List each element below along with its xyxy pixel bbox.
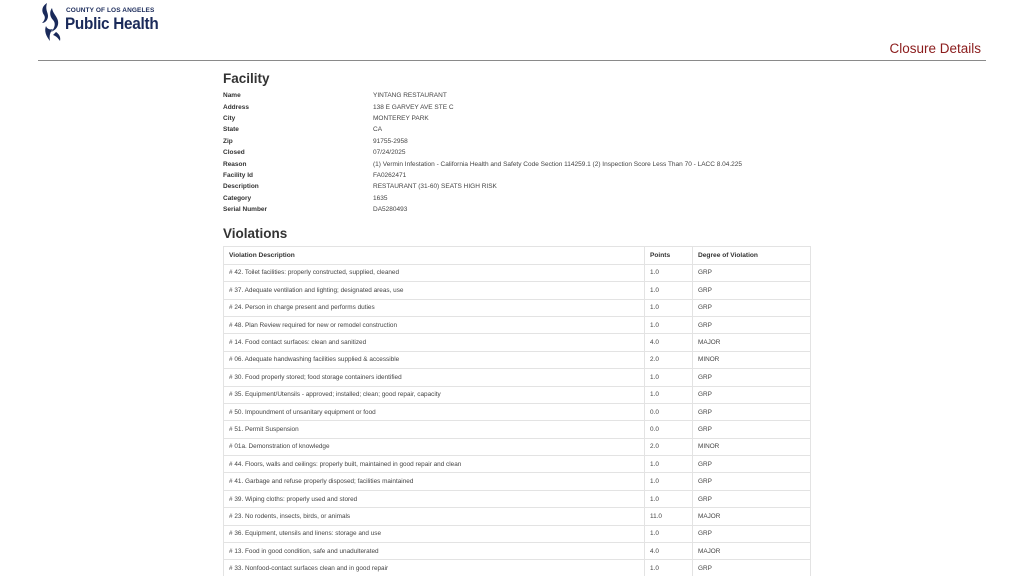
violations-table bbox=[223, 246, 811, 576]
violation-degree-cell: GRP bbox=[693, 282, 811, 299]
violation-description-cell: # 01a. Demonstration of knowledge bbox=[224, 438, 645, 455]
violation-description-cell: # 14. Food contact surfaces: clean and sanitized bbox=[224, 334, 645, 351]
violation-degree-cell: GRP bbox=[693, 369, 811, 386]
facility-field-label: Reason bbox=[223, 160, 247, 168]
facility-field-label: Address bbox=[223, 103, 250, 111]
violation-row bbox=[224, 299, 811, 316]
violation-description-cell: # 24. Person in charge present and performs duties bbox=[224, 299, 645, 316]
facility-section-title: Facility bbox=[223, 71, 270, 86]
facility-field-row bbox=[223, 147, 742, 158]
violation-row bbox=[224, 473, 811, 490]
facility-field-value: MONTEREY PARK bbox=[373, 114, 429, 122]
violation-points-cell: 1.0 bbox=[645, 473, 693, 490]
violation-degree-cell: GRP bbox=[693, 264, 811, 281]
violation-points-cell: 1.0 bbox=[645, 456, 693, 473]
violation-points-cell: 1.0 bbox=[645, 369, 693, 386]
violation-description-cell: # 44. Floors, walls and ceilings: properly built, maintained in good repair and clean bbox=[224, 456, 645, 473]
violation-description-cell: # 36. Equipment, utensils and linens: storage and use bbox=[224, 525, 645, 542]
violation-description-cell: # 35. Equipment/Utensils - approved; installed; clean; good repair, capacity bbox=[224, 386, 645, 403]
violation-row bbox=[224, 456, 811, 473]
facility-field-label: Name bbox=[223, 92, 241, 100]
facility-field-value: CA bbox=[373, 126, 383, 134]
violation-description-cell: # 30. Food properly stored; food storage containers identified bbox=[224, 369, 645, 386]
facility-field-row bbox=[223, 113, 742, 124]
violation-degree-cell: MAJOR bbox=[693, 508, 811, 525]
facility-field-value: 91755-2958 bbox=[373, 137, 408, 145]
violation-points-cell: 4.0 bbox=[645, 543, 693, 560]
violation-points-cell: 1.0 bbox=[645, 490, 693, 507]
facility-field-value: YINTANG RESTAURANT bbox=[373, 92, 447, 100]
facility-field-label: Zip bbox=[223, 137, 233, 145]
violation-row bbox=[224, 508, 811, 525]
violation-row bbox=[224, 421, 811, 438]
violation-description-cell: # 13. Food in good condition, safe and unadulterated bbox=[224, 543, 645, 560]
violation-degree-cell: GRP bbox=[693, 456, 811, 473]
violation-description-cell: # 50. Impoundment of unsanitary equipment or food bbox=[224, 403, 645, 420]
facility-field-value: 1635 bbox=[373, 194, 388, 202]
violation-degree-cell: GRP bbox=[693, 473, 811, 490]
violation-points-cell: 2.0 bbox=[645, 438, 693, 455]
county-emblem-icon bbox=[38, 2, 64, 42]
violation-description-cell: # 42. Toilet facilities: properly constructed, supplied, cleaned bbox=[224, 264, 645, 281]
facility-field-row bbox=[223, 193, 742, 204]
facility-field-value: FA0262471 bbox=[373, 171, 407, 179]
violation-description-cell: # 41. Garbage and refuse properly disposed; facilities maintained bbox=[224, 473, 645, 490]
violation-degree-cell: GRP bbox=[693, 386, 811, 403]
violation-row bbox=[224, 351, 811, 368]
violations-section-title: Violations bbox=[223, 226, 288, 242]
violation-row bbox=[224, 369, 811, 386]
violation-degree-cell: MINOR bbox=[693, 438, 811, 455]
facility-field-row bbox=[223, 204, 742, 215]
facility-details-table bbox=[223, 90, 742, 215]
facility-field-row bbox=[223, 101, 742, 112]
violation-points-cell: 1.0 bbox=[645, 386, 693, 403]
violation-degree-cell: MINOR bbox=[693, 351, 811, 368]
main-content bbox=[223, 70, 823, 576]
logo-public-health-text: Public Health bbox=[65, 14, 159, 33]
public-health-logo[interactable] bbox=[38, 2, 168, 42]
violation-row bbox=[224, 438, 811, 455]
facility-field-value: RESTAURANT (31-60) SEATS HIGH RISK bbox=[373, 183, 497, 191]
violation-points-cell: 0.0 bbox=[645, 421, 693, 438]
violation-row bbox=[224, 490, 811, 507]
page-heading: Closure Details bbox=[889, 41, 981, 56]
facility-field-label: Category bbox=[223, 194, 252, 202]
violation-degree-cell: MAJOR bbox=[693, 543, 811, 560]
violation-degree-cell: GRP bbox=[693, 403, 811, 420]
violation-points-cell: 11.0 bbox=[645, 508, 693, 525]
facility-field-value: 07/24/2025 bbox=[373, 149, 406, 157]
violation-row bbox=[224, 264, 811, 281]
violation-description-cell: # 23. No rodents, insects, birds, or animals bbox=[224, 508, 645, 525]
violation-points-cell: 1.0 bbox=[645, 316, 693, 333]
violation-row bbox=[224, 334, 811, 351]
violation-points-cell: 1.0 bbox=[645, 282, 693, 299]
violation-points-cell: 4.0 bbox=[645, 334, 693, 351]
violation-row bbox=[224, 560, 811, 576]
violation-points-cell: 1.0 bbox=[645, 299, 693, 316]
violation-row bbox=[224, 525, 811, 542]
violation-points-cell: 0.0 bbox=[645, 403, 693, 420]
column-header-points: Points bbox=[645, 247, 693, 265]
violation-description-cell: # 51. Permit Suspension bbox=[224, 421, 645, 438]
violation-row bbox=[224, 543, 811, 560]
logo-county-text: COUNTY OF LOS ANGELES bbox=[66, 7, 155, 14]
facility-field-value: (1) Vermin Infestation - California Health and Safety Code Section 114259.1 (2) Inspection Score Less Than 70 - LACC 8.04.225 bbox=[373, 160, 743, 168]
violation-row bbox=[224, 403, 811, 420]
facility-field-label: State bbox=[223, 126, 239, 134]
violation-points-cell: 1.0 bbox=[645, 560, 693, 576]
facility-field-label: Closed bbox=[223, 149, 245, 157]
column-header-description: Violation Description bbox=[224, 247, 645, 265]
violation-row bbox=[224, 386, 811, 403]
facility-field-label: City bbox=[223, 114, 236, 122]
facility-field-label: Serial Number bbox=[223, 206, 268, 214]
violation-description-cell: # 39. Wiping cloths: properly used and stored bbox=[224, 490, 645, 507]
facility-field-row bbox=[223, 124, 742, 135]
facility-field-row bbox=[223, 136, 742, 147]
violation-degree-cell: GRP bbox=[693, 490, 811, 507]
facility-field-row bbox=[223, 90, 742, 101]
violation-degree-cell: GRP bbox=[693, 525, 811, 542]
violation-description-cell: # 06. Adequate handwashing facilities supplied & accessible bbox=[224, 351, 645, 368]
violation-degree-cell: GRP bbox=[693, 299, 811, 316]
facility-field-value: DA5280493 bbox=[373, 206, 408, 214]
facility-field-row bbox=[223, 181, 742, 192]
facility-field-label: Facility Id bbox=[223, 171, 253, 179]
violation-points-cell: 2.0 bbox=[645, 351, 693, 368]
violation-description-cell: # 33. Nonfood-contact surfaces clean and in good repair bbox=[224, 560, 645, 576]
violation-points-cell: 1.0 bbox=[645, 264, 693, 281]
violation-description-cell: # 48. Plan Review required for new or remodel construction bbox=[224, 316, 645, 333]
column-header-degree: Degree of Violation bbox=[693, 247, 811, 265]
violation-degree-cell: MAJOR bbox=[693, 334, 811, 351]
facility-field-row bbox=[223, 158, 742, 169]
facility-field-row bbox=[223, 170, 742, 181]
violation-description-cell: # 37. Adequate ventilation and lighting; designated areas, use bbox=[224, 282, 645, 299]
violation-degree-cell: GRP bbox=[693, 421, 811, 438]
violation-row bbox=[224, 316, 811, 333]
header-divider bbox=[38, 60, 986, 61]
violation-degree-cell: GRP bbox=[693, 316, 811, 333]
violations-header-row bbox=[224, 247, 811, 265]
violation-points-cell: 1.0 bbox=[645, 525, 693, 542]
violation-row bbox=[224, 282, 811, 299]
facility-field-value: 138 E GARVEY AVE STE C bbox=[373, 103, 454, 111]
facility-field-label: Description bbox=[223, 183, 259, 191]
violation-degree-cell: GRP bbox=[693, 560, 811, 576]
